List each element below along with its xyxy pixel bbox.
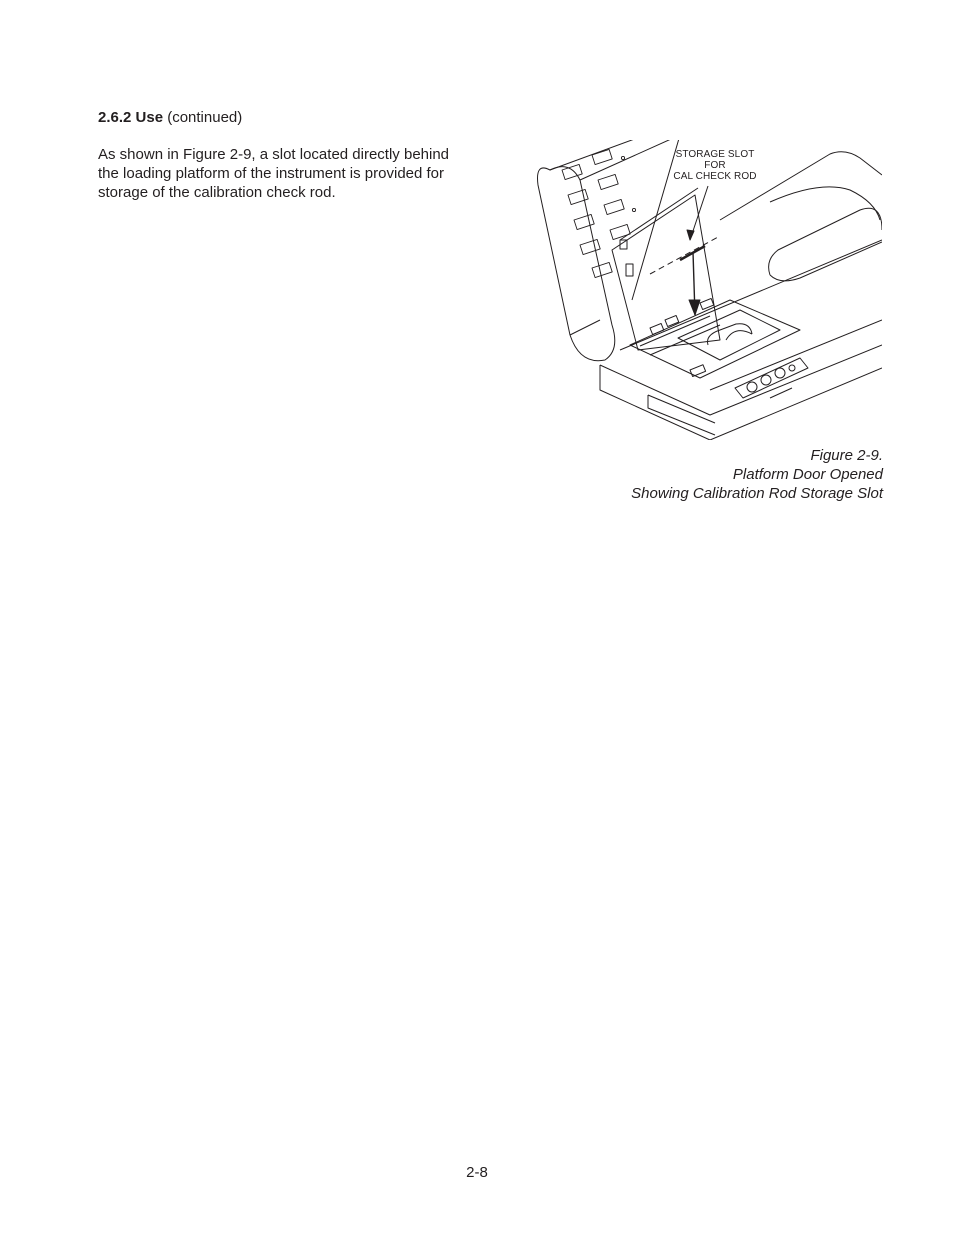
caption-line-2: Platform Door Opened bbox=[732, 466, 883, 483]
body-paragraph: As shown in Figure 2-9, a slot located directly behind the loading platform of the instrument is provided for storage of the calibration check rod. bbox=[98, 146, 450, 201]
instrument-illustration bbox=[530, 140, 882, 440]
callout-line-2: FOR bbox=[704, 160, 726, 171]
caption-line-1: Figure 2-9. bbox=[810, 447, 883, 464]
section-number-title: 2.6.2 Use bbox=[98, 109, 164, 126]
section-suffix: (continued) bbox=[163, 109, 243, 126]
page-number: 2-8 bbox=[466, 1164, 488, 1181]
figure-caption bbox=[631, 446, 883, 503]
section-heading bbox=[98, 108, 242, 128]
caption-line-3: Showing Calibration Rod Storage Slot bbox=[631, 485, 883, 502]
callout-line-1: STORAGE SLOT bbox=[675, 149, 755, 160]
callout-line-3: CAL CHECK ROD bbox=[673, 171, 757, 182]
storage-slot-callout bbox=[640, 149, 790, 182]
